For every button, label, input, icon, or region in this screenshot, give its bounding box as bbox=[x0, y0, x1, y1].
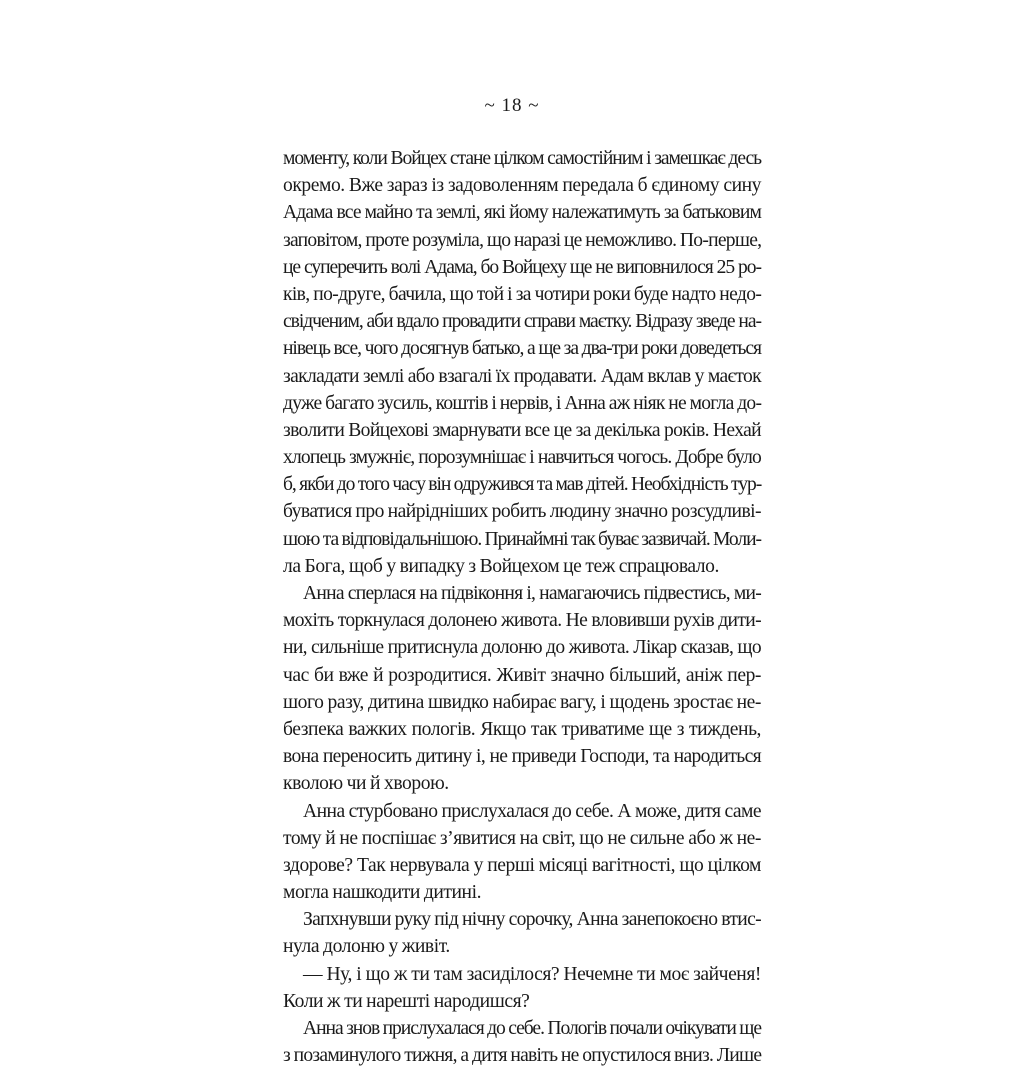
text-line: дуже багато зусиль, коштів і нервів, і Анна аж ніяк не могла до- bbox=[283, 392, 762, 414]
text-line: окремо. Вже зараз із задоволенням передала б єдиному сину bbox=[283, 175, 761, 197]
text-line: заповітом, проте розуміла, що наразі це неможливо. По-перше, bbox=[283, 229, 762, 251]
text-line: шого разу, дитина швидко набирає вагу, і щодень зростає не- bbox=[283, 691, 761, 713]
text-line: шою та відповідальнішою. Принаймні так буває зазвичай. Моли- bbox=[283, 528, 762, 550]
text-line: могла нашкодити дитині. bbox=[283, 882, 482, 904]
text-line: тому й не поспішає з’явитися на світ, що не сильне або ж не- bbox=[283, 827, 761, 849]
text-line: закладати землі або взагалі їх продавати. Адам вклав у маєток bbox=[283, 365, 761, 387]
text-line: хлопець змужніє, порозумнішає і навчиться чогось. Добре було bbox=[283, 447, 761, 469]
text-line: Запхнувши руку під нічну сорочку, Анна занепокоєно втис- bbox=[303, 909, 761, 931]
text-line: з позаминулого тижня, а дитя навіть не опустилося вниз. Лише bbox=[283, 1045, 762, 1067]
page-number: ~ 18 ~ bbox=[484, 95, 540, 116]
text-line: Анна знов прислухалася до себе. Пологів почали очікувати ще bbox=[303, 1018, 761, 1039]
text-line: свідченим, аби вдало провадити справи маєтку. Відразу зведе на- bbox=[283, 311, 761, 333]
text-line: нівець все, чого досягнув батько, а ще за два-три роки доведеться bbox=[283, 338, 761, 360]
text-line: зволити Войцехові змарнувати все це за декілька років. Нехай bbox=[283, 419, 761, 441]
text-line: ни, сильніше притиснула долоню до живота. Лікар сказав, що bbox=[283, 637, 761, 659]
text-line: б, якби до того часу він одружився та мав дітей. Необхідність тур- bbox=[283, 474, 762, 496]
text-line: Анна стурбовано прислухалася до себе. А може, дитя саме bbox=[303, 800, 761, 822]
text-line: буватися про найрідніших робить людину значно розсудливі- bbox=[283, 501, 762, 523]
text-line: безпека важких пологів. Якщо так триватиме ще з тиждень, bbox=[283, 718, 761, 740]
text-line: кволою чи й хворою. bbox=[283, 773, 449, 795]
text-line: вона переносить дитину і, не приведи Господи, та народиться bbox=[283, 746, 761, 768]
text-line: ла Бога, щоб у випадку з Войцехом це теж спрацювало. bbox=[283, 555, 719, 577]
body-text bbox=[283, 145, 761, 1069]
text-line: мохіть торкнулася долонею живота. Не вловивши рухів дити- bbox=[283, 610, 761, 632]
text-line: ків, по-друге, бачила, що той і за чотири роки буде надто недо- bbox=[283, 283, 762, 305]
text-line: Анна сперлася на підвіконня і, намагаючись підвестись, ми- bbox=[303, 583, 761, 604]
text-line: час би вже й розродитися. Живіт значно більший, аніж пер- bbox=[283, 664, 761, 686]
text-line: моменту, коли Войцех стане цілком самостійним і замешкає десь bbox=[283, 148, 761, 169]
text-line: це суперечить волі Адама, бо Войцеху ще не виповнилося 25 ро- bbox=[283, 256, 761, 278]
text-line: Адама все майно та землі, які йому належатимуть за батьковим bbox=[283, 202, 761, 224]
text-line: здорове? Так нервувала у перші місяці вагітності, що цілком bbox=[283, 854, 761, 876]
text-line: Коли ж ти нарешті народишся? bbox=[283, 990, 530, 1012]
text-line: — Ну, і що ж ти там засиділося? Нечемне ти моє зайченя! bbox=[303, 963, 761, 985]
text-line: нула долоню у живіт. bbox=[283, 936, 450, 958]
